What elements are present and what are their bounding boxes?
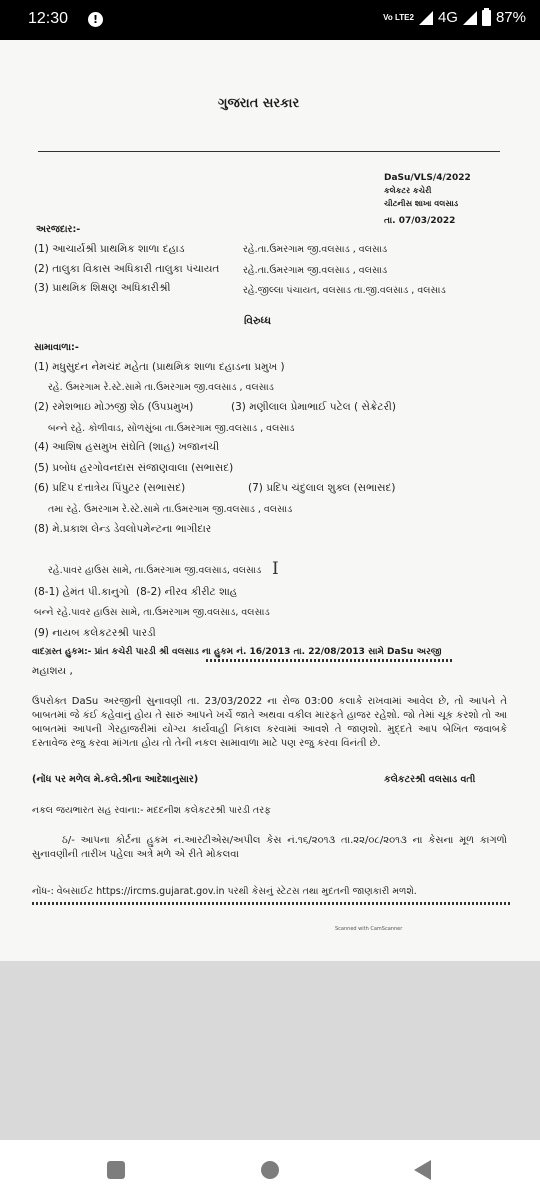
subject-line: વાદગ્રસ્ત હુકમ:- પ્રાંત કચેરી પારડી શ્રી વલસાડ ના હુકમ નં. 16/2013 તા. 22/08/2013 સામે DaSu અરજી	[32, 647, 442, 657]
respondent-3: (3) મણીલાલ પ્રેમાભાઈ પટેલ ( સેક્રેટરી)	[231, 401, 396, 413]
versus-label: વિરુધ્ધ	[244, 315, 272, 327]
applicants-label: અરજદાર:-	[36, 224, 81, 235]
respondent-9: (9) નાયબ કલેકટરશ્રી પારડી	[34, 627, 156, 639]
network-type-label: 4G	[437, 9, 458, 26]
notification-alert-icon: !	[88, 12, 103, 27]
respondent-1: (1) મધુસુદન નેમચંદ મહેતા (પ્રાથમિક શાળા દહાડના પ્રમુખ )	[34, 361, 285, 373]
reference-number: DaSu/VLS/4/2022	[384, 173, 471, 183]
battery-icon	[482, 10, 491, 26]
respondent-6-address: તમા રહે. ઉમરગામ રે.સ્ટે.સામે તા.ઉમરગામ જી.વલસાડ , વલસાડ	[48, 504, 293, 515]
signatory: કલેકટરશ્રી વલસાડ વતી	[384, 774, 476, 785]
document-viewer[interactable]	[0, 40, 540, 1140]
text-cursor-icon: I	[272, 559, 279, 579]
copy-line: નકલ જયભારત સહ રવાના:- મદદનીશ કલેકટરશ્રી પારડી તરફ	[32, 805, 271, 816]
website-note: નોંધ-: વેબસાઈટ https://ircms.gujarat.gov.in પરથી કેસનું સ્ટેટસ તથા મુદતની જાણકારી મળશે.	[32, 886, 417, 897]
respondent-4: (4) આશિષ હસમુખ સંઘેતિ (શાહ) ખજાનચી	[34, 441, 220, 453]
respondent-2: (2) રમેશભાઇ મોઝજી શેઠ (ઉપપ્રમુખ)	[34, 401, 194, 413]
reference-branch: ચીટનીસ શાખા વલસાડ	[384, 199, 459, 208]
body-paragraph-1: ઉપરોક્ત DaSu અરજીની સુનાવણી તા. 23/03/2022 ના રોજ 03:00 કલાકે રાખવામાં આવેલ છે, તો આપને તે બાબતમાં જે કંઈ કહેવાનું હોય તે સારું આપને ખર્ચે જાતે અથવા વકીલ મારફતે હાજર રહેશો. જો તેમાં ચૂક કરશો તો આ બાબતમાં આપની ગેરહાજરીમાં યોગ્ય કાર્યવાહી નિકાલ કરવામાં આવશે તે જાણશો. મુદ્દતે આપ બેખિત જવાબકે દસ્તાવેજ રજુ કરવા માંગતા હોય તો તેની નકલ સામાવાળા માટે પણ રજુ કરવા વિનંતી છે.	[32, 696, 507, 749]
respondent-8-2: (8-2) નીરવ કીરીટ શાહ	[136, 586, 238, 598]
home-icon[interactable]	[261, 1161, 279, 1179]
volte-indicator: Vo LTE2	[383, 13, 414, 22]
respondents-label: સામાવાળા:-	[34, 342, 79, 353]
respondent-8x-address: બન્ને રહે.પાવર હાઉસ સામે, તા.ઉમરગામ જી.વલસાડ, વલસાડ	[34, 607, 270, 618]
respondent-8: (8) મે.પ્રકાશ લેન્ડ ડેવલોપમેન્ટના ભાગીદાર	[34, 523, 212, 535]
battery-percent: 87%	[495, 9, 526, 26]
reference-office: કલેકટર કચેરી	[384, 186, 432, 195]
status-bar	[0, 0, 540, 40]
respondent-5: (5) પ્રબોધ હરગોવનદાસ સંજાણવાલા (સભાસદ)	[34, 462, 234, 474]
applicant-3-address: રહે.જીલ્લા પંચાયત, વલસાડ તા.જી.વલસાડ , વલસાડ	[243, 285, 446, 296]
respondent-8-address: રહે.પાવર હાઉસ સામે, તા.ઉમરગામ જી.વલસાડ, વલસાડ	[48, 565, 262, 576]
salutation: મહાશય ,	[32, 665, 73, 677]
respondent-7: (7) પ્રદિપ ચંદુલાલ શુક્લ (સભાસદ)	[248, 482, 396, 494]
header-divider	[38, 151, 500, 152]
status-time: 12:30	[28, 10, 69, 27]
applicant-3-name: (3) પ્રાથમિક શિક્ષણ અધિકારીશ્રી	[34, 282, 171, 294]
footer-rule	[32, 902, 510, 905]
applicant-2-name: (2) તાલુકા વિકાસ અધિકારી તાલુકા પંચાયત	[34, 263, 220, 275]
document-header: ગુજરાત સરકાર	[218, 96, 300, 111]
order-note: (નોંધ પર મળેલ મે.કલે.શ્રીના આદેશાનુસાર)	[32, 774, 199, 785]
body-paragraph-2: ઠ/- આપના કોર્ટના હુકમ નં.આરટીએસ/અપીલ કેસ નં.૧૬/૨૦૧૩ તા.૨૨/૦૮/૨૦૧૩ ના કેસના મૂળ કાગળો સુનાવણીની તારીખ પહેલા અત્રે મળે એ રીતે મોકલવા	[32, 835, 507, 860]
scanned-document-page[interactable]	[0, 40, 540, 961]
scanner-caption: Scanned with CamScanner	[335, 926, 403, 932]
applicant-1-name: (1) આચાર્યશ્રી પ્રાથમિક શાળા દહાડ	[34, 243, 185, 255]
subject-underline	[206, 659, 454, 662]
applicant-1-address: રહે.તા.ઉમરગામ જી.વલસાડ , વલસાડ	[243, 244, 388, 255]
respondent-6: (6) પ્રદિપ દત્તાત્રેય પિંપુટર (સભાસદ)	[34, 482, 186, 494]
system-nav-bar	[0, 1140, 540, 1200]
signal-strength-icon	[419, 11, 433, 25]
respondent-1-address: રહે. ઉમરગામ રે.સ્ટે.સામે તા.ઉમરગામ જી.વલસાડ , વલસાડ	[48, 382, 274, 393]
status-right-group	[383, 9, 526, 26]
reference-date: તા. 07/03/2022	[384, 216, 456, 226]
recent-apps-icon[interactable]	[107, 1161, 125, 1179]
back-icon[interactable]	[414, 1160, 431, 1180]
applicant-2-address: રહે.તા.ઉમરગામ જી.વલસાડ , વલસાડ	[243, 265, 388, 276]
signal-strength-icon-2	[463, 11, 477, 25]
respondent-2-address: બન્ને રહે. કોળીવાડ, સોળસુંબા તા.ઉમરગામ જી.વલસાડ , વલસાડ	[48, 423, 295, 434]
respondent-8-1: (8-1) હેમંત પી.કાનુગો	[34, 586, 130, 598]
